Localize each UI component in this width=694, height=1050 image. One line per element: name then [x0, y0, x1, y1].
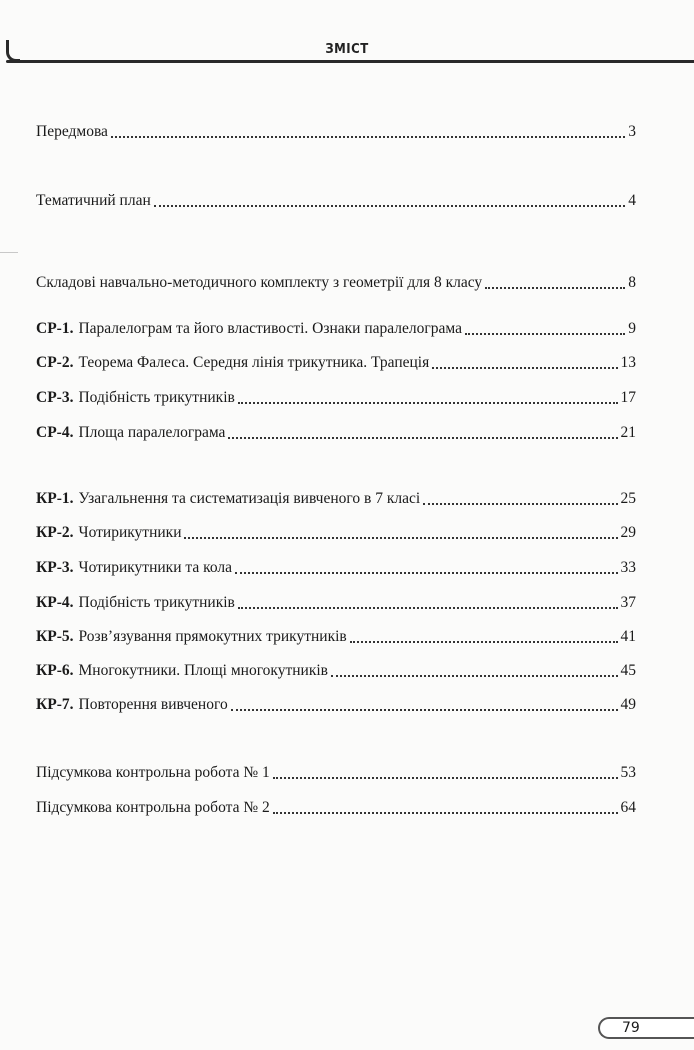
toc-entry-sr-3[interactable] [36, 386, 636, 408]
entry-page: 41 [620, 628, 636, 645]
entry-code: КР-4. [36, 594, 74, 611]
entry-page: 29 [620, 524, 636, 541]
entry-title: Підсумкова контрольна робота № 1 [36, 764, 270, 781]
entry-title: Складові навчально-методичного комплекту з геометрії для 8 класу [36, 274, 483, 291]
dot-leader [423, 503, 617, 505]
entry-page: 64 [620, 799, 636, 816]
entry-page: 37 [620, 594, 636, 611]
toc-entry-kr-2[interactable] [36, 521, 636, 543]
toc-entry-kr-7[interactable] [36, 693, 636, 715]
entry-page: 8 [628, 274, 636, 291]
dot-leader [238, 607, 618, 609]
toc-entry-kr-1[interactable] [36, 487, 636, 509]
entry-code: СР-2. [36, 354, 74, 371]
entry-page: 45 [620, 662, 636, 679]
dot-leader [273, 777, 618, 779]
dot-leader [228, 437, 617, 439]
entry-title: Підсумкова контрольна робота № 2 [36, 799, 270, 816]
entry-title: Повторення вивченого [78, 696, 228, 713]
entry-title: Тематичний план [36, 192, 151, 209]
page-number: 79 [622, 1020, 640, 1036]
entry-page: 53 [620, 764, 636, 781]
dot-leader [111, 136, 625, 138]
page-number-tab [598, 1017, 694, 1039]
entry-code: КР-3. [36, 559, 74, 576]
toc-entry-kr-6[interactable] [36, 659, 636, 681]
entry-page: 17 [620, 389, 636, 406]
toc-entry-sr-4[interactable] [36, 421, 636, 443]
entry-code: КР-5. [36, 628, 74, 645]
toc-entry-sr-1[interactable] [36, 317, 636, 339]
margin-mark [0, 252, 18, 253]
entry-page: 49 [620, 696, 636, 713]
toc-entry-final-test-1[interactable] [36, 761, 636, 783]
toc-entry-preface[interactable] [36, 120, 636, 142]
entry-page: 33 [620, 559, 636, 576]
entry-title: Многокутники. Площі многокутників [78, 662, 328, 679]
entry-title: Подібність трикутників [78, 389, 235, 406]
toc-entry-components[interactable] [36, 271, 636, 293]
entry-title: Чотирикутники та кола [78, 559, 232, 576]
entry-title: Теорема Фалеса. Середня лінія трикутника. Трапеція [78, 354, 430, 371]
entry-title: Передмова [36, 123, 108, 140]
dot-leader [432, 367, 617, 369]
entry-code: КР-6. [36, 662, 74, 679]
dot-leader [485, 287, 625, 289]
entry-title: Розв’язування прямокутних трикутників [78, 628, 347, 645]
toc-entry-final-test-2[interactable] [36, 796, 636, 818]
entry-code: СР-4. [36, 424, 74, 441]
dot-leader [154, 205, 625, 207]
entry-page: 21 [620, 424, 636, 441]
entry-page: 3 [628, 123, 636, 140]
toc-entry-sr-2[interactable] [36, 351, 636, 373]
dot-leader [238, 402, 618, 404]
entry-page: 13 [620, 354, 636, 371]
header-rule [6, 60, 694, 63]
dot-leader [231, 709, 618, 711]
dot-leader [235, 572, 618, 574]
entry-title: Паралелограм та його властивості. Ознаки паралелограма [78, 320, 462, 337]
toc-entry-thematic-plan[interactable] [36, 189, 636, 211]
entry-page: 25 [620, 490, 636, 507]
dot-leader [184, 537, 617, 539]
entry-page: 9 [628, 320, 636, 337]
entry-code: КР-7. [36, 696, 74, 713]
entry-code: СР-1. [36, 320, 74, 337]
dot-leader [273, 812, 618, 814]
dot-leader [350, 641, 618, 643]
entry-title: Подібність трикутників [78, 594, 235, 611]
entry-code: КР-2. [36, 524, 74, 541]
entry-code: КР-1. [36, 490, 74, 507]
entry-title: Чотирикутники [78, 524, 182, 541]
toc-entry-kr-4[interactable] [36, 591, 636, 613]
entry-page: 4 [628, 192, 636, 209]
entry-title: Площа паралелограма [78, 424, 226, 441]
toc-entry-kr-3[interactable] [36, 556, 636, 578]
entry-code: СР-3. [36, 389, 74, 406]
entry-title: Узагальнення та систематизація вивченого в 7 класі [78, 490, 421, 507]
dot-leader [331, 675, 618, 677]
page-title: ЗМІСТ [325, 42, 369, 57]
dot-leader [465, 333, 625, 335]
toc-entry-kr-5[interactable] [36, 625, 636, 647]
